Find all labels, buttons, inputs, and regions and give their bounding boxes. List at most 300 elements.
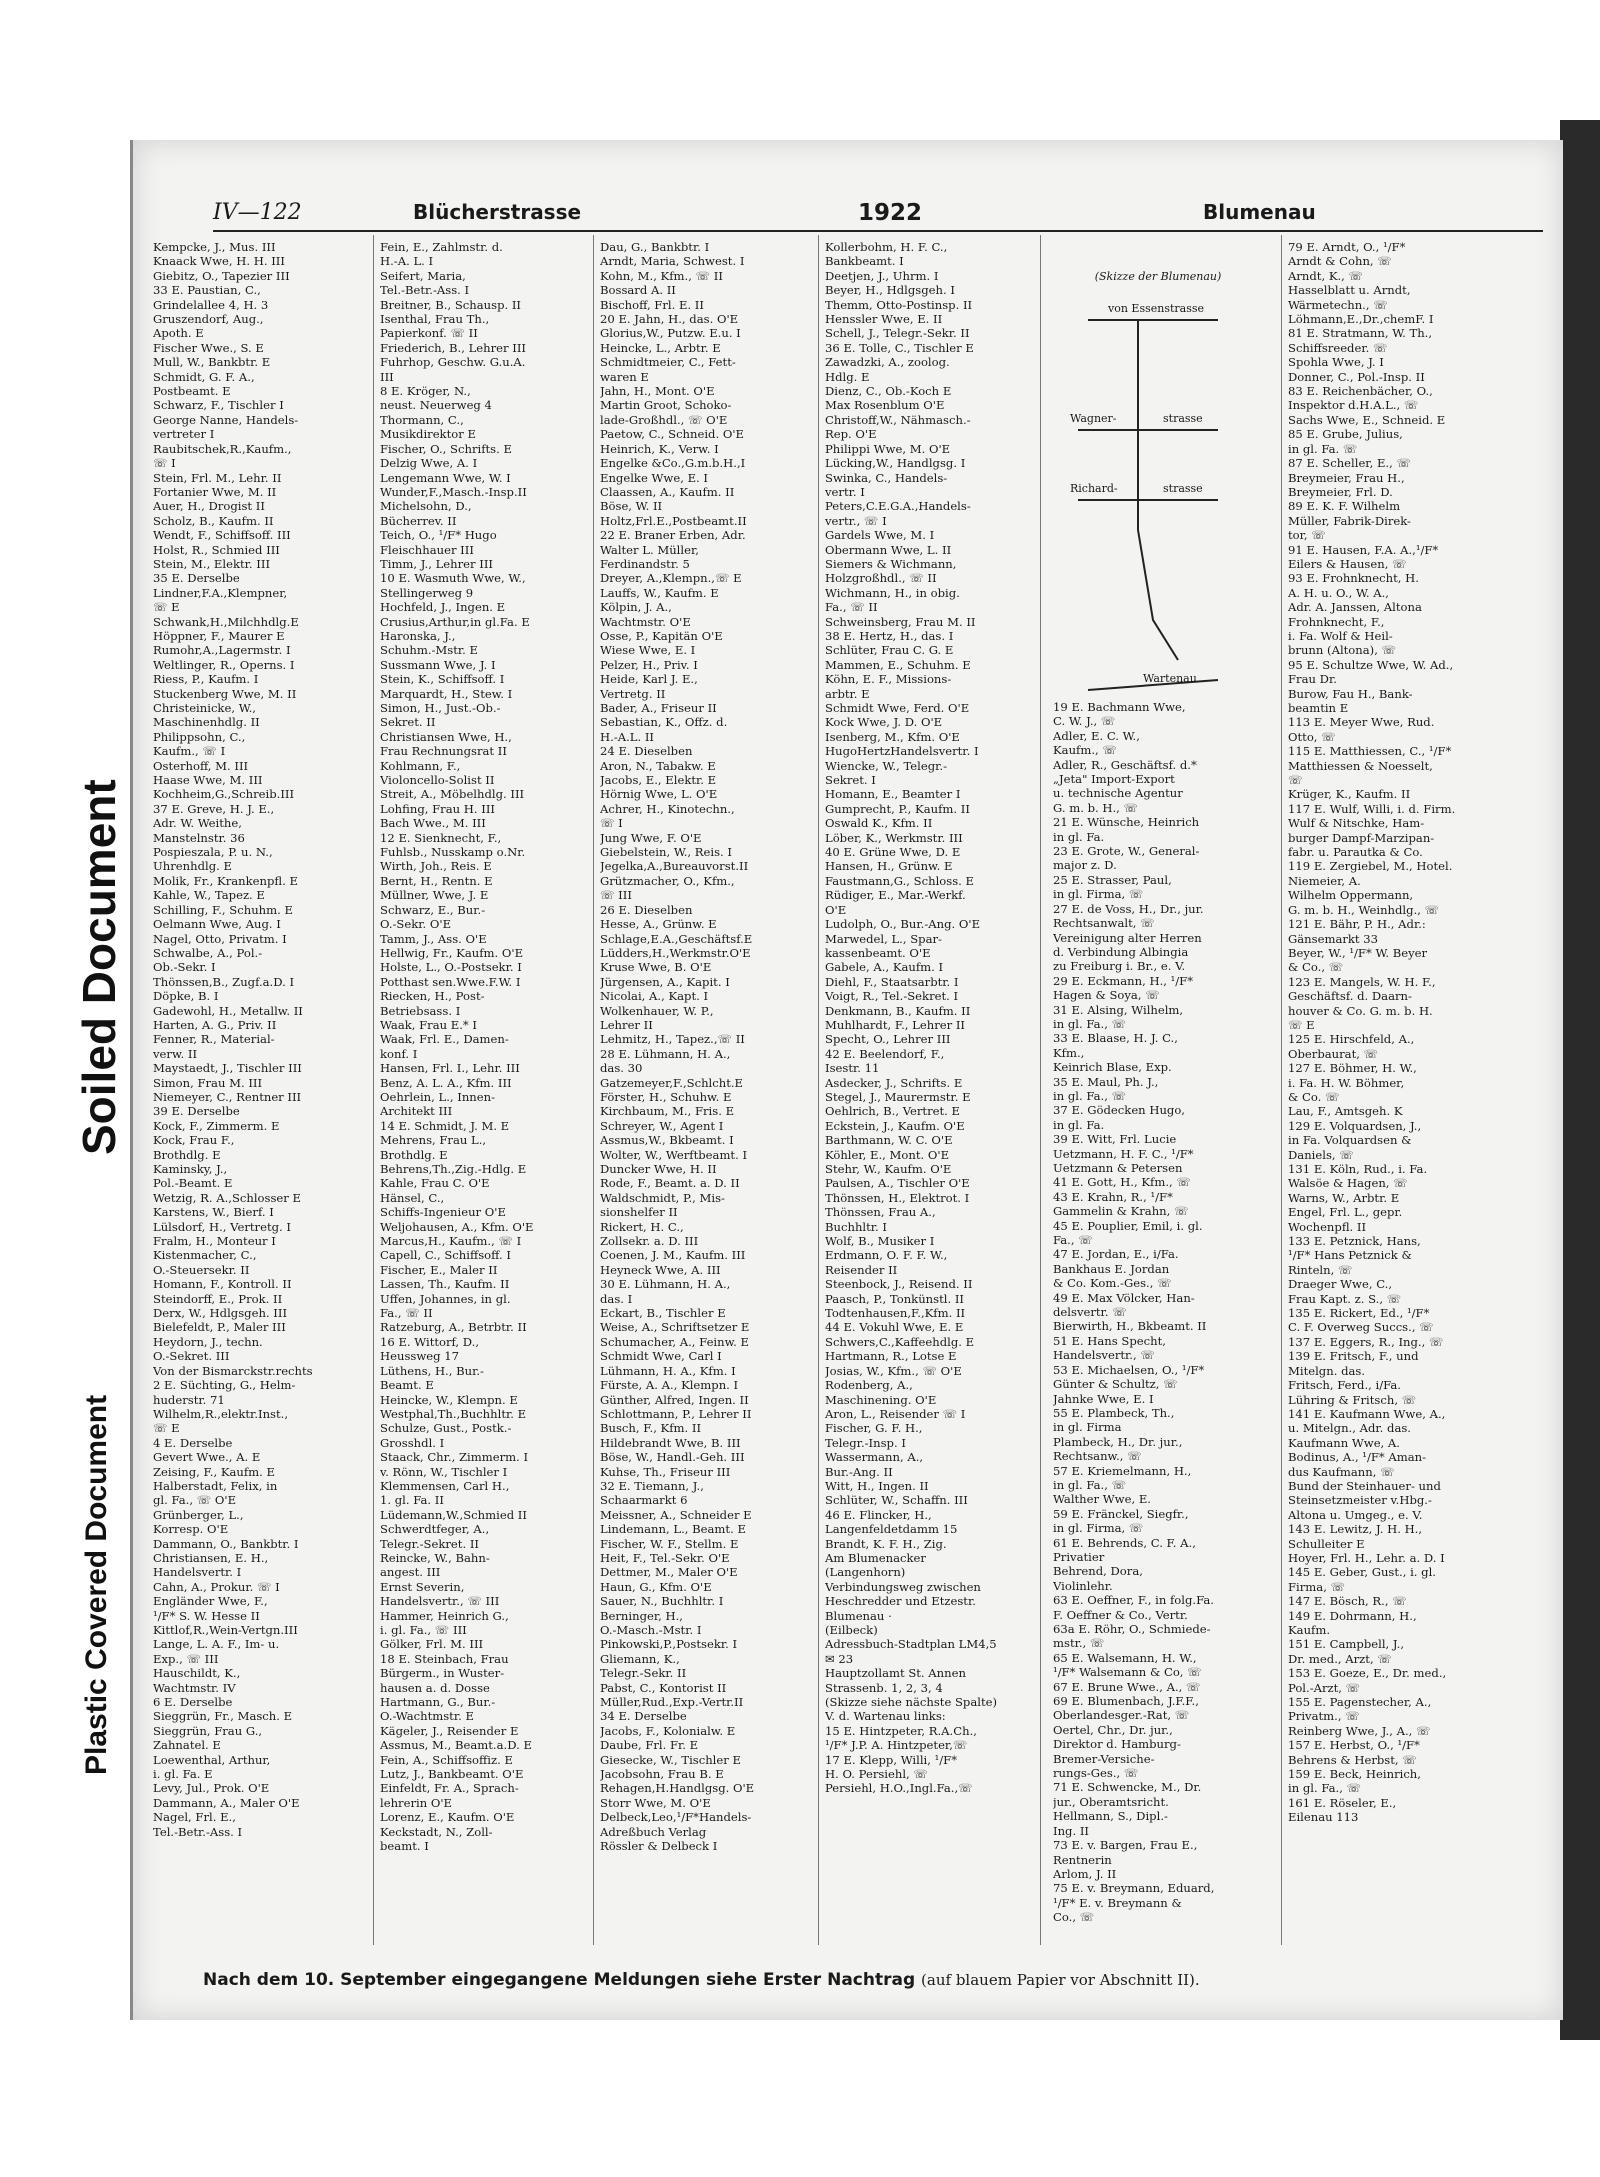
- directory-entry: Hellwig, Fr., Kaufm. O'E: [380, 945, 524, 960]
- directory-entry: Dau, G., Bankbtr. I: [600, 240, 710, 254]
- directory-entry: 37 E. Gödecken Hugo,: [1053, 1103, 1185, 1118]
- directory-entry: 133 E. Petznick, Hans,: [1288, 1234, 1421, 1249]
- directory-entry: Max Rosenblum O'E: [825, 398, 945, 413]
- directory-entry: 115 E. Matthiessen, C., ¹/F*: [1288, 744, 1452, 759]
- directory-entry: 113 E. Meyer Wwe, Rud.: [1288, 715, 1435, 730]
- directory-entry: Jahn, H., Mont. O'E: [600, 384, 715, 399]
- directory-entry: (Eilbeck): [825, 1623, 878, 1637]
- directory-entry: Homann, F., Kontroll. II: [153, 1277, 292, 1292]
- directory-entry: Fischer, O., Schrifts. E: [380, 441, 512, 456]
- directory-entry: Fa., ☏: [1053, 1233, 1093, 1248]
- directory-entry: Simon, Frau M. III: [153, 1075, 263, 1090]
- directory-entry: Grützmacher, O., Kfm.,: [600, 873, 735, 888]
- directory-entry: in gl. Fa.: [1053, 829, 1105, 844]
- directory-entry: Wilhelm Oppermann,: [1288, 888, 1414, 903]
- directory-entry: Heussweg 17: [380, 1349, 459, 1364]
- directory-entry: 127 E. Böhmer, H. W.,: [1288, 1061, 1417, 1076]
- directory-entry: Inspektor d.H.A.L., ☏: [1288, 398, 1419, 413]
- directory-entry: Paulsen, A., Tischler O'E: [825, 1176, 970, 1191]
- directory-entry: v. Rönn, W., Tischler I: [380, 1464, 508, 1479]
- directory-entry: Waldschmidt, P., Mis-: [600, 1190, 725, 1205]
- directory-entry: Warns, W., Arbtr. E: [1288, 1190, 1400, 1205]
- directory-entry: 39 E. Derselbe: [153, 1104, 240, 1119]
- directory-entry: Halberstadt, Felix, in: [153, 1478, 278, 1493]
- directory-entry: Eilers & Hausen, ☏: [1288, 556, 1407, 571]
- directory-entry: vertreter I: [153, 427, 215, 442]
- directory-entry: Muhlhardt, F., Lehrer II: [825, 1017, 965, 1032]
- directory-entry: Glorius,W., Putzw. E.u. I: [600, 326, 741, 341]
- directory-entry: O.-Sekr. O'E: [380, 917, 452, 932]
- directory-entry: Fein, E., Zahlmstr. d.: [380, 240, 503, 254]
- directory-entry: 119 E. Zergiebel, M., Hotel.: [1288, 859, 1453, 874]
- directory-entry: Philippsohn, C.,: [153, 729, 246, 744]
- directory-entry: Pol.-Arzt, ☏: [1288, 1680, 1361, 1695]
- directory-entry: Waak, Frl. E., Damen-: [380, 1032, 509, 1047]
- directory-entry: Lange, L. A. F., Im- u.: [153, 1637, 280, 1652]
- directory-entry: Maschinenhdlg. II: [153, 715, 260, 730]
- directory-entry: sionshelfer II: [600, 1205, 678, 1220]
- directory-entry: Violoncello-Solist II: [380, 773, 495, 788]
- directory-entry: Lau, F., Amtsgeh. K: [1288, 1104, 1403, 1119]
- directory-entry: Böse, W., Handl.-Geh. III: [600, 1450, 745, 1465]
- directory-entry: 46 E. Flincker, H.,: [825, 1507, 932, 1522]
- directory-entry: Tel.-Betr.-Ass. I: [153, 1824, 243, 1839]
- directory-entry: Deetjen, J., Uhrm. I: [825, 268, 939, 283]
- directory-entry: Wachtmstr. O'E: [600, 614, 691, 629]
- directory-entry: Burow, Fau H., Bank-: [1288, 686, 1413, 701]
- directory-entry: Streit, A., Möbelhdlg. III: [380, 787, 525, 802]
- directory-entry: 153 E. Goeze, E., Dr. med.,: [1288, 1666, 1447, 1681]
- directory-entry: Jürgensen, A., Kapit. I: [600, 974, 730, 989]
- directory-entry: Wiencke, W., Telegr.-: [825, 758, 947, 773]
- directory-entry: Direktor d. Hamburg-: [1053, 1737, 1181, 1752]
- directory-entry: Riecken, H., Post-: [380, 989, 485, 1004]
- directory-entry: 85 E. Grube, Julius,: [1288, 427, 1403, 442]
- directory-entry: Pelzer, H., Priv. I: [600, 657, 698, 672]
- directory-entry: Breymeier, Frau H.,: [1288, 470, 1405, 485]
- directory-entry: angest. III: [380, 1565, 441, 1580]
- directory-entry: Rodenberg, A.,: [825, 1378, 913, 1393]
- directory-entry: C. F. Overweg Succs., ☏: [1288, 1320, 1434, 1335]
- directory-entry: Gruszendorf, Aug.,: [153, 312, 264, 327]
- directory-entry: in gl. Fa., ☏: [1053, 1016, 1127, 1031]
- directory-entry: Knaack Wwe, H. H. III: [153, 254, 285, 269]
- directory-entry: 49 E. Max Völcker, Han-: [1053, 1290, 1195, 1305]
- directory-entry: Manstelnstr. 36: [153, 830, 245, 845]
- directory-entry: 37 E. Greve, H. J. E.,: [153, 801, 275, 816]
- directory-entry: Fürste, A. A., Klempn. I: [600, 1378, 739, 1393]
- directory-entry: Kohlmann, F.,: [380, 758, 461, 773]
- directory-entry: 143 E. Lewitz, J. H. H.,: [1288, 1522, 1423, 1537]
- directory-entry: Oswald K., Kfm. II: [825, 816, 933, 831]
- directory-entry: delsvertr. ☏: [1053, 1305, 1127, 1320]
- directory-entry: Beyer, W., ¹/F* W. Beyer: [1288, 945, 1428, 960]
- directory-entry: 95 E. Schultze Wwe, W. Ad.,: [1288, 657, 1454, 672]
- directory-entry: Bund der Steinhauer- und: [1288, 1478, 1441, 1493]
- directory-entry: Seifert, Maria,: [380, 268, 466, 283]
- directory-entry: Geschäftsf. d. Daarn-: [1288, 989, 1412, 1004]
- directory-entry: Fritsch, Ferd., i/Fa.: [1288, 1378, 1401, 1393]
- directory-entry: lade-Großhdl., ☏ O'E: [600, 412, 728, 427]
- directory-entry: Hagen & Soya, ☏: [1053, 988, 1160, 1003]
- directory-entry: Kruse Wwe, B. O'E: [600, 960, 712, 975]
- directory-entry: Zeising, F., Kaufm. E: [153, 1464, 275, 1479]
- directory-entry: III: [380, 369, 394, 384]
- directory-entry: 6 E. Derselbe: [153, 1695, 233, 1710]
- directory-entry: Bernt, H., Rentn. E: [380, 873, 493, 888]
- directory-entry: in gl. Fa., ☏: [1288, 1781, 1362, 1796]
- directory-entry: Frau Kapt. z. S., ☏: [1288, 1291, 1402, 1306]
- directory-entry: Arndt, Maria, Schwest. I: [600, 254, 745, 269]
- directory-entry: Kuhse, Th., Friseur III: [600, 1464, 731, 1479]
- directory-entry: 30 E. Lühmann, H. A.,: [600, 1277, 731, 1292]
- directory-entry: Kohn, M., Kfm., ☏ II: [600, 268, 723, 283]
- directory-entry: Wetzig, R. A.,Schlosser E: [153, 1190, 301, 1205]
- directory-entry: Postbeamt. E: [153, 384, 231, 399]
- directory-entry: Eilenau 113: [1288, 1810, 1359, 1825]
- directory-entry: Hochfeld, J., Ingen. E: [380, 600, 506, 615]
- directory-entry: Fein, A., Schiffsoffiz. E: [380, 1752, 513, 1767]
- directory-entry: Kägeler, J., Reisender E: [380, 1723, 519, 1738]
- directory-entry: Ludolph, O., Bur.-Ang. O'E: [825, 917, 981, 932]
- directory-entry: Stellingerweg 9: [380, 585, 474, 600]
- directory-entry: Gliemann, K.,: [600, 1651, 680, 1666]
- directory-entry: „Jeta" Import-Export: [1053, 772, 1175, 787]
- directory-entry: Heydorn, J., techn.: [153, 1334, 263, 1349]
- directory-entry: Verbindungsweg zwischen: [825, 1579, 981, 1594]
- directory-entry: Kirchbaum, M., Fris. E: [600, 1104, 735, 1119]
- column-2: [380, 240, 588, 1940]
- directory-entry: Schlüter, Frau C. G. E: [825, 643, 954, 658]
- directory-entry: 159 E. Beck, Heinrich,: [1288, 1767, 1421, 1782]
- column-divider: [818, 235, 819, 1945]
- directory-entry: Oberbaurat, ☏: [1288, 1046, 1379, 1061]
- directory-entry: Tamm, J., Ass. O'E: [380, 931, 487, 946]
- directory-entry: i. gl. Fa. E: [153, 1767, 213, 1782]
- column-6: [1288, 240, 1548, 1940]
- directory-entry: 69 E. Blumenbach, J.F.F.,: [1053, 1694, 1199, 1709]
- directory-entry: Böse, W. II: [600, 499, 663, 514]
- directory-entry: Fortanier Wwe, M. II: [153, 484, 277, 499]
- directory-entry: d. Verbindung Albingia: [1053, 944, 1189, 959]
- directory-entry: verw. II: [153, 1046, 198, 1061]
- directory-entry: Weise, A., Schriftsetzer E: [600, 1320, 750, 1335]
- directory-entry: 33 E. Paustian, C.,: [153, 283, 261, 298]
- directory-entry: Hartmann, G., Bur.-: [380, 1695, 496, 1710]
- directory-entry: Blumenau ·: [825, 1608, 892, 1623]
- directory-entry: Weljohausen, A., Kfm. O'E: [380, 1219, 534, 1234]
- directory-entry: Bücherrev. II: [380, 513, 457, 528]
- directory-entry: Lauffs, W., Kaufm. E: [600, 585, 719, 600]
- directory-entry: Lehrer II: [600, 1017, 653, 1032]
- directory-entry: Pol.-Beamt. E: [153, 1176, 233, 1191]
- page-footer: [203, 1970, 1543, 1990]
- directory-entry: Schumacher, A., Feinw. E: [600, 1334, 749, 1349]
- directory-entry: Betriebsass. I: [380, 1003, 461, 1018]
- directory-entry: Swinka, C., Handels-: [825, 470, 948, 485]
- directory-entry: Lassen, Th., Kaufm. II: [380, 1277, 510, 1292]
- directory-entry: Riess, P., Kaufm. I: [153, 672, 259, 687]
- directory-entry: beamt. I: [380, 1839, 429, 1854]
- directory-entry: Kistenmacher, C.,: [153, 1248, 257, 1263]
- directory-entry: vertr. I: [825, 484, 865, 499]
- directory-entry: Peters,C.E.G.A.,Handels-: [825, 499, 971, 514]
- directory-entry: Weltlinger, R., Operns. I: [153, 657, 295, 672]
- directory-entry: Apoth. E: [153, 326, 204, 341]
- directory-entry: Pinkowski,P.,Postsekr. I: [600, 1637, 738, 1652]
- directory-entry: gl. Fa., ☏ O'E: [153, 1493, 237, 1508]
- directory-entry: Gabele, A., Kaufm. I: [825, 960, 944, 975]
- directory-entry: arbtr. E: [825, 686, 870, 701]
- directory-entry: ☏ III: [600, 888, 632, 903]
- directory-entry: Niemeier, A.: [1288, 873, 1361, 888]
- directory-entry: Asdecker, J., Schrifts. E: [825, 1075, 963, 1090]
- directory-entry: Crusius,Arthur,in gl.Fa. E: [380, 614, 530, 629]
- directory-entry: 35 E. Maul, Ph. J.,: [1053, 1074, 1159, 1089]
- directory-entry: Persiehl, H.O.,Ingl.Fa.,☏: [825, 1781, 973, 1796]
- directory-entry: Lindemann, L., Beamt. E: [600, 1522, 746, 1537]
- directory-entry: in gl. Fa., ☏: [1053, 1088, 1127, 1103]
- directory-entry: Christoff,W., Nähmasch.-: [825, 412, 971, 427]
- directory-entry: Isestr. 11: [825, 1061, 880, 1076]
- directory-entry: 8 E. Kröger, N.,: [380, 384, 471, 399]
- directory-entry: Schweinsberg, Frau M. II: [825, 614, 976, 629]
- directory-entry: Stein, M., Elektr. III: [153, 556, 271, 571]
- directory-entry: 145 E. Geber, Gust., i. gl.: [1288, 1565, 1436, 1580]
- directory-entry: Westphal,Th.,Buchhltr. E: [380, 1406, 527, 1421]
- directory-entry: Jacobs, F., Kolonialw. E: [600, 1723, 736, 1738]
- directory-entry: 73 E. v. Bargen, Frau E.,: [1053, 1838, 1198, 1853]
- directory-entry: Wachtmstr. IV: [153, 1680, 236, 1695]
- directory-entry: Arndt, K., ☏: [1288, 268, 1364, 283]
- directory-entry: Schwerdtfeger, A.,: [380, 1522, 490, 1537]
- directory-entry: Lengemann Wwe, W. I: [380, 470, 511, 485]
- directory-entry: Adressbuch-Stadtplan LM4,5: [825, 1637, 997, 1652]
- directory-entry: 21 E. Wünsche, Heinrich: [1053, 815, 1200, 830]
- directory-entry: 31 E. Alsing, Wilhelm,: [1053, 1002, 1184, 1017]
- directory-entry: 51 E. Hans Specht,: [1053, 1333, 1166, 1348]
- directory-entry: 32 E. Tiemann, J.,: [600, 1478, 704, 1493]
- directory-entry: Kock, Frau F.,: [153, 1133, 235, 1148]
- directory-entry: huderstr. 71: [153, 1392, 225, 1407]
- directory-entry: Adr. A. Janssen, Altona: [1288, 600, 1422, 615]
- directory-entry: Wärmetechn., ☏: [1288, 297, 1388, 312]
- directory-entry: Haronska, J.,: [380, 628, 456, 643]
- directory-entry: Kock Wwe, J. D. O'E: [825, 715, 943, 730]
- directory-entry: 53 E. Michaelsen, O., ¹/F*: [1053, 1362, 1205, 1377]
- directory-entry: Lindner,F.A.,Klempner,: [153, 585, 288, 600]
- directory-entry: 34 E. Derselbe: [600, 1709, 687, 1724]
- directory-entry: konf. I: [380, 1046, 418, 1061]
- directory-entry: Adr. W. Weithe,: [153, 816, 242, 831]
- directory-entry: 89 E. K. F. Wilhelm: [1288, 499, 1401, 514]
- directory-entry: ¹/F* Walsemann & Co, ☏: [1053, 1665, 1202, 1680]
- directory-entry: Christiansen, E. H.,: [153, 1550, 269, 1565]
- directory-entry: Martin Groot, Schoko-: [600, 398, 732, 413]
- directory-entry: F. Oeffner & Co., Vertr.: [1053, 1607, 1188, 1622]
- directory-entry: Christiansen Wwe, H.,: [380, 729, 512, 744]
- directory-entry: Fischer, E., Maler II: [380, 1262, 498, 1277]
- directory-entry: Löber, K., Werkmstr. III: [825, 830, 963, 845]
- directory-entry: 14 E. Schmidt, J. M. E: [380, 1118, 510, 1133]
- directory-entry: Vertretg. II: [600, 686, 666, 701]
- directory-entry: Rechtsanw., ☏: [1053, 1449, 1142, 1464]
- directory-entry: Altona u. Umgeg., e. V.: [1288, 1507, 1423, 1522]
- directory-entry: 29 E. Eckmann, H., ¹/F*: [1053, 973, 1194, 988]
- directory-entry: Köhn, E. F., Missions-: [825, 672, 952, 687]
- directory-entry: Musikdirektor E: [380, 427, 476, 442]
- directory-entry: Krüger, K., Kaufm. II: [1288, 787, 1411, 802]
- directory-entry: O.-Steuersekr. II: [153, 1262, 250, 1277]
- directory-entry: fabr. u. Parautka & Co.: [1288, 845, 1423, 860]
- directory-entry: Frau Rechnungsrat II: [380, 744, 507, 759]
- directory-entry: Fa., ☏ II: [825, 600, 878, 615]
- directory-entry: Hansen, H., Grünw. E: [825, 859, 953, 874]
- directory-entry: in gl. Firma, ☏: [1053, 887, 1144, 902]
- map-caption: (Skizze der Blumenau): [1094, 270, 1222, 283]
- map-street-label: Wagner-: [1070, 412, 1117, 425]
- directory-entry: Papierkonf. ☏ II: [380, 326, 478, 341]
- directory-entry: 55 E. Plambeck, Th.,: [1053, 1405, 1175, 1420]
- directory-entry: Wulf & Nitschke, Ham-: [1288, 816, 1425, 831]
- directory-entry: Wendt, F., Schiffsoff. III: [153, 528, 291, 543]
- directory-entry: Kölpin, J. A.,: [600, 600, 672, 615]
- directory-entry: Sieggrün, Frau G.,: [153, 1723, 263, 1738]
- directory-entry: Ernst Severin,: [380, 1579, 465, 1594]
- directory-entry: C. W. J., ☏: [1053, 714, 1116, 729]
- directory-entry: Schwers,C.,Kaffeehdlg. E: [825, 1334, 975, 1349]
- directory-entry: Violinlehr.: [1053, 1578, 1113, 1593]
- column-4: [825, 240, 1035, 1940]
- directory-entry: Bankbeamt. I: [825, 254, 904, 269]
- directory-entry: Lülsdorf, H., Vertretg. I: [153, 1219, 291, 1234]
- directory-entry: & Co. ☏: [1288, 1089, 1340, 1104]
- directory-entry: Auer, H., Drogist II: [153, 499, 265, 514]
- directory-entry: Gammelin & Krahn, ☏: [1053, 1204, 1189, 1219]
- directory-entry: & Co., ☏: [1288, 960, 1344, 975]
- directory-entry: Witt, H., Ingen. II: [825, 1478, 929, 1493]
- directory-entry: 131 E. Köln, Rud., i. Fa.: [1288, 1162, 1428, 1176]
- directory-entry: 36 E. Tolle, C., Tischler E: [825, 340, 974, 355]
- directory-entry: Langenfeldetdamm 15: [825, 1522, 958, 1537]
- directory-entry: Lühmann, H. A., Kfm. I: [600, 1363, 736, 1378]
- directory-entry: Paasch, P., Tonkünstl. II: [825, 1291, 964, 1306]
- directory-entry: Von der Bismarckstr.rechts: [153, 1363, 313, 1378]
- directory-entry: Waak, Frau E.* I: [380, 1017, 477, 1032]
- directory-entry: H.-A. L. I: [380, 254, 434, 269]
- directory-entry: Heinrich, K., Verw. I: [600, 441, 719, 456]
- directory-entry: Sekret. II: [380, 715, 436, 730]
- directory-entry: Schulze, Gust., Postk.-: [380, 1421, 512, 1436]
- directory-entry: Handelsvertr., ☏ III: [380, 1594, 500, 1609]
- directory-entry: Uhrenhdlg. E: [153, 859, 232, 874]
- directory-entry: Lutz, J., Bankbeamt. O'E: [380, 1767, 524, 1782]
- directory-entry: Cahn, A., Prokur. ☏ I: [153, 1579, 280, 1594]
- directory-entry: G. m. b. H., ☏: [1053, 800, 1139, 815]
- directory-entry: Keckstadt, N., Zoll-: [380, 1824, 493, 1839]
- directory-entry: H.-A.L. II: [600, 729, 655, 744]
- directory-entry: Josias, W., Kfm., ☏ O'E: [825, 1363, 962, 1378]
- directory-entry: Coenen, J. M., Kaufm. III: [600, 1248, 746, 1263]
- directory-entry: Grünberger, L.,: [153, 1507, 244, 1522]
- directory-entry: in gl. Fa., ☏: [1053, 1477, 1127, 1492]
- directory-entry: 91 E. Hausen, F.A. A.,¹/F*: [1288, 542, 1439, 557]
- directory-entry: Friederich, B., Lehrer III: [380, 340, 526, 355]
- directory-entry: Kock, F., Zimmerm. E: [153, 1118, 280, 1133]
- column-divider: [593, 235, 594, 1945]
- directory-entry: Lüdemann,W.,Schmied II: [380, 1507, 527, 1522]
- directory-entry: Beyer, H., Hdlgsgeh. I: [825, 283, 955, 298]
- directory-entry: Hartmann, R., Lotse E: [825, 1349, 957, 1364]
- directory-entry: Zahnatel. E: [153, 1738, 221, 1753]
- directory-entry: Adreßbuch Verlag: [600, 1824, 707, 1839]
- directory-entry: 57 E. Kriemelmann, H.,: [1053, 1463, 1192, 1478]
- directory-entry: Kahle, W., Tapez. E: [153, 888, 265, 903]
- directory-entry: Sieggrün, Fr., Masch. E: [153, 1709, 293, 1724]
- directory-entry: O'E: [825, 902, 847, 917]
- directory-entry: Holste, L., O.-Postsekr. I: [380, 960, 522, 975]
- directory-entry: ¹/F* E. v. Breymann &: [1053, 1895, 1182, 1910]
- directory-entry: Müllner, Wwe, J. E: [380, 888, 489, 903]
- directory-entry: neust. Neuerweg 4: [380, 398, 492, 413]
- directory-entry: Arndt & Cohn, ☏: [1288, 254, 1392, 269]
- directory-entry: Maystaedt, J., Tischler III: [153, 1061, 302, 1076]
- directory-entry: Erdmann, O. F. F. W.,: [825, 1248, 948, 1263]
- directory-entry: 20 E. Jahn, H., das. O'E: [600, 312, 739, 327]
- directory-entry: Meissner, A., Schneider E: [600, 1507, 752, 1522]
- map-street-label: Richard-: [1070, 482, 1118, 495]
- directory-entry: Delzig Wwe, A. I: [380, 456, 478, 471]
- directory-entry: Uetzmann & Petersen: [1053, 1161, 1183, 1175]
- directory-entry: Kaufm., ☏: [1053, 743, 1117, 758]
- directory-entry: Strassenb. 1, 2, 3, 4: [825, 1680, 943, 1695]
- directory-entry: Wolter, W., Werftbeamt. I: [600, 1147, 748, 1162]
- directory-entry: V. d. Wartenau links:: [825, 1709, 946, 1724]
- directory-entry: Sachs Wwe, E., Schneid. E: [1288, 412, 1446, 427]
- directory-entry: 63a E. Röhr, O., Schmiede-: [1053, 1622, 1211, 1636]
- directory-entry: Hellmann, S., Dipl.-: [1053, 1809, 1168, 1824]
- directory-entry: Busch, F., Kfm. II: [600, 1421, 702, 1436]
- directory-entry: Schell, J., Telegr.-Sekr. II: [825, 326, 970, 341]
- directory-entry: Wassermann, A.,: [825, 1450, 924, 1465]
- column-divider: [373, 235, 374, 1945]
- directory-entry: Delbeck,Leo,¹/F*Handels-: [600, 1810, 752, 1825]
- directory-entry: Zollsekr. a. D. III: [600, 1234, 699, 1249]
- directory-entry: ¹/F* S. W. Hesse II: [153, 1608, 260, 1623]
- directory-entry: vertr., ☏ I: [825, 513, 887, 528]
- directory-entry: Henssler Wwe, E. II: [825, 312, 943, 327]
- directory-entry: (Skizze siehe nächste Spalte): [825, 1695, 998, 1710]
- directory-entry: Lehmitz, H., Tapez.,☏ II: [600, 1032, 745, 1047]
- directory-entry: 39 E. Witt, Frl. Lucie: [1053, 1132, 1177, 1147]
- directory-entry: Stein, Frl. M., Lehr. II: [153, 470, 282, 485]
- directory-entry: 157 E. Herbst, O., ¹/F*: [1288, 1738, 1420, 1753]
- directory-entry: O.-Wachtmstr. E: [380, 1709, 474, 1724]
- directory-entry: Lüdders,H.,Werkmstr.O'E: [600, 945, 751, 960]
- directory-entry: 2 E. Süchting, G., Helm-: [153, 1378, 296, 1393]
- directory-entry: 12 E. Sienknecht, F.,: [380, 830, 502, 845]
- directory-entry: houver & Co. G. m. b. H.: [1288, 1003, 1433, 1018]
- directory-entry: Harten, A. G., Priv. II: [153, 1017, 277, 1032]
- column-divider: [1040, 235, 1041, 1945]
- directory-entry: Heincke, L., Arbtr. E: [600, 340, 721, 355]
- directory-entry: ¹/F* J.P. A. Hintzpeter,☏: [825, 1738, 968, 1753]
- directory-entry: Lüthens, H., Bur.-: [380, 1363, 484, 1378]
- directory-entry: Schmidt Wwe, Ferd. O'E: [825, 701, 970, 715]
- directory-entry: 151 E. Campbell, J.,: [1288, 1637, 1405, 1652]
- directory-entry: Siemers & Wichmann,: [825, 556, 957, 571]
- directory-entry: Architekt III: [380, 1104, 453, 1119]
